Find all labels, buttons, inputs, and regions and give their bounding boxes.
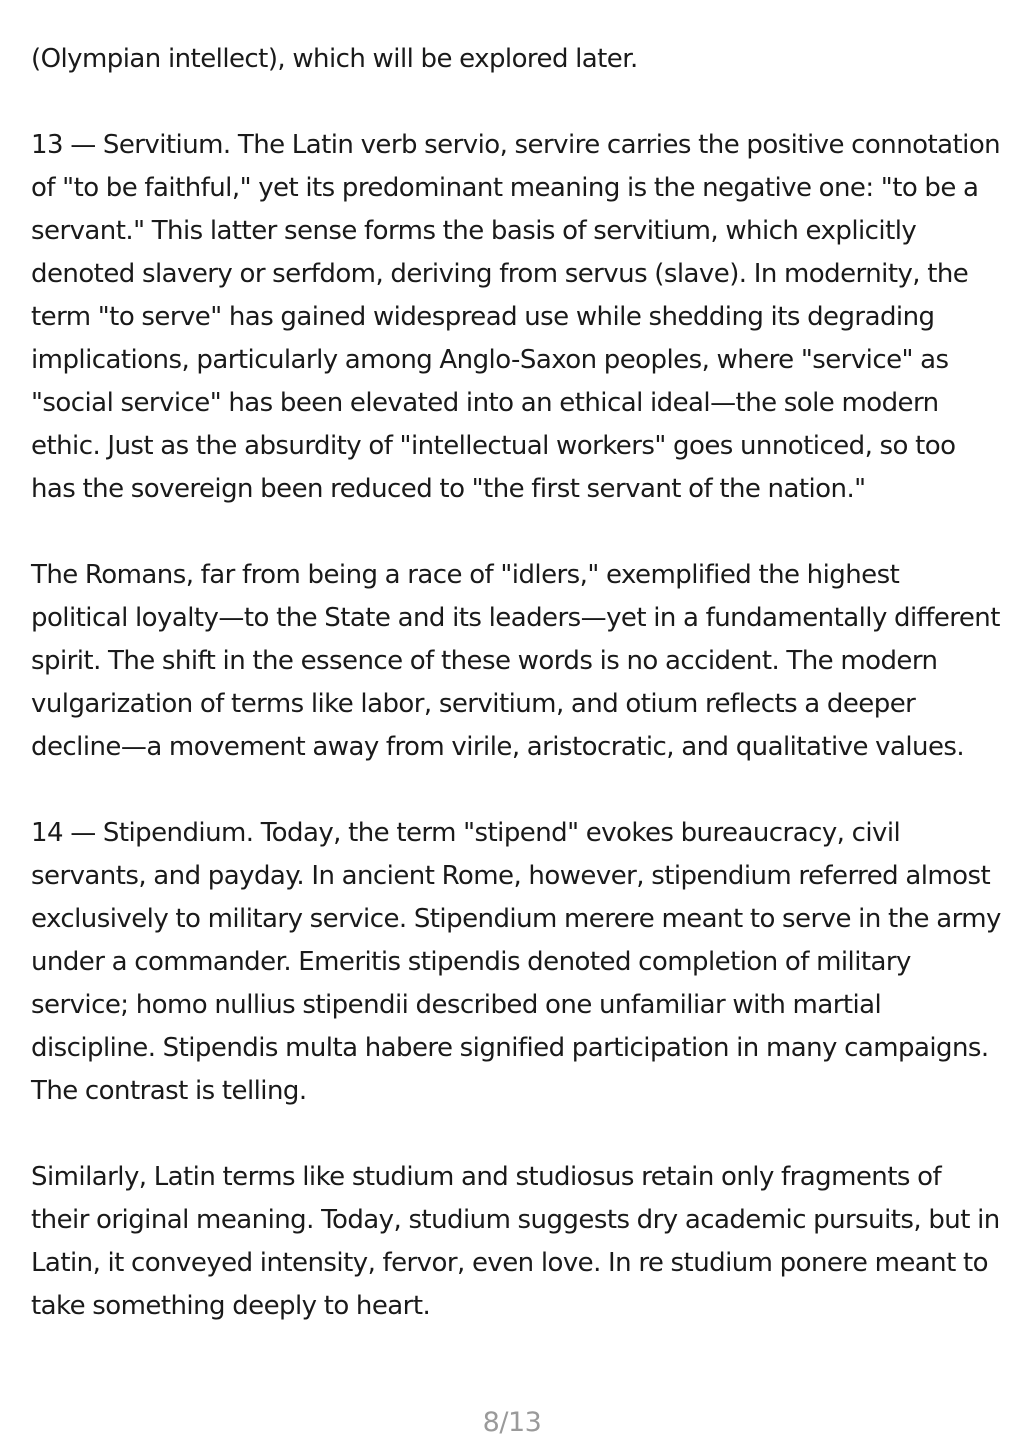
document-body [31, 38, 1001, 1328]
paragraph-servitium: 13 — Servitium. The Latin verb servio, servire carries the positive connotation of "to be faithful," yet its predominant meaning is the negative one: "to be a servant." This latter sense forms the basis of servitium, which explicitly denoted slavery or serfdom, deriving from servus (slave). In modernity, the term "to serve" has gained widespread use while shedding its degrading implications, particularly among Anglo-Saxon peoples, where "service" as "social service" has been elevated into an ethical ideal—the sole modern ethic. Just as the absurdity of "intellectual workers" goes unnoticed, so too has the sovereign been reduced to "the first servant of the nation." [31, 130, 1001, 504]
paragraph-stipendium: 14 — Stipendium. Today, the term "stipend" evokes bureaucracy, civil servants, and payday. In ancient Rome, however, stipendium referred almost exclusively to military service. Stipendium merere meant to serve in the army under a commander. Emeritis stipendis denoted completion of military service; homo nullius stipendii described one unfamiliar with martial discipline. Stipendis multa habere signified participation in many campaigns. The contrast is telling. [31, 818, 1001, 1106]
paragraph-romans: The Romans, far from being a race of "idlers," exemplified the highest political loyalty—to the State and its leaders—yet in a fundamentally different spirit. The shift in the essence of these words is no accident. The modern vulgarization of terms like labor, servitium, and otium reflects a deeper decline—a movement away from virile, aristocratic, and qualitative values. [31, 560, 1000, 762]
paragraph-studium: Similarly, Latin terms like studium and studiosus retain only fragments of their original meaning. Today, studium suggests dry academic pursuits, but in Latin, it conveyed intensity, fervor, even love. In re studium ponere meant to take something deeply to heart. [31, 1162, 1000, 1321]
paragraph-continuation: (Olympian intellect), which will be explored later. [31, 44, 638, 74]
page-indicator: 8/13 [482, 1407, 542, 1438]
